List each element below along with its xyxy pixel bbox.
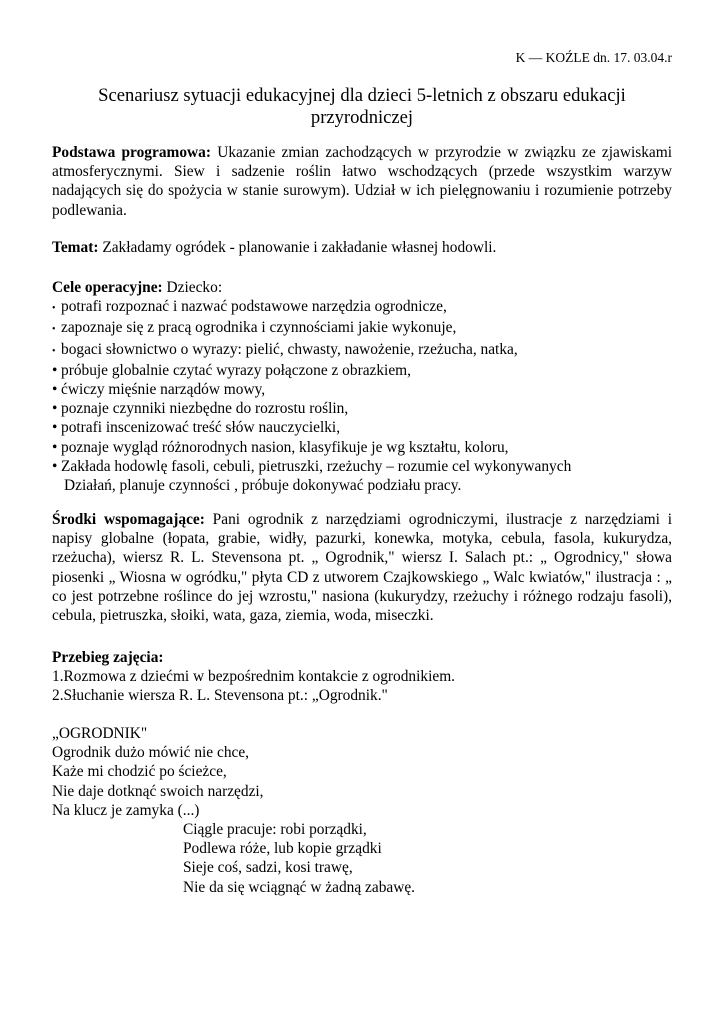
list-item: • ćwiczy mięśnie narządów mowy, <box>52 381 266 399</box>
poem-line: Nie daje dotknąć swoich narzędzi, <box>52 782 264 800</box>
poem-line: Podlewa róże, lub kopie grządki <box>183 840 382 858</box>
cele-section <box>52 278 672 495</box>
bullet-icon: • <box>52 303 56 315</box>
cele-label: Cele operacyjne: <box>52 279 163 296</box>
podstawa-section <box>52 143 672 220</box>
poem-line: Ciągle pracuje: robi porządki, <box>183 821 367 839</box>
bullet-icon: • <box>52 345 56 357</box>
przebieg-step: 2.Słuchanie wiersza R. L. Stevensona pt.: „Ogrodnik." <box>52 687 388 705</box>
list-item: • bogaci słownictwo o wyrazy: pielić, chwasty, nawożenie, rzeżucha, natka, <box>52 340 672 361</box>
poem-line: Każe mi chodzić po ścieżce, <box>52 763 227 781</box>
list-item: • poznaje czynniki niezbędne do rozrostu roślin, <box>52 400 349 418</box>
list-item: • zapoznaje się z pracą ogrodnika i czynnościami jakie wykonuje, <box>52 318 672 339</box>
list-item-continuation: Działań, planuje czynności , próbuje dokonywać podziału pracy. <box>64 477 462 495</box>
poem-title: „OGRODNIK" <box>52 725 148 742</box>
document-title: Scenariusz sytuacji edukacyjnej dla dzieci 5-letnich z obszaru edukacji przyrodniczej <box>98 85 626 128</box>
bullet-icon: • <box>52 381 58 399</box>
poem-line: Na klucz je zamyka (...) <box>52 801 200 819</box>
podstawa-label: Podstawa programowa: <box>52 144 211 161</box>
przebieg-label: Przebieg zajęcia: <box>52 649 164 666</box>
poem-line: Nie da się wciągnąć w żadną zabawę. <box>183 878 416 896</box>
bullet-icon: • <box>52 361 58 379</box>
poem-line: Ogrodnik dużo mówić nie chce, <box>52 744 250 762</box>
temat-section <box>52 238 672 257</box>
cele-heading <box>52 278 672 297</box>
bullet-icon: • <box>52 324 56 336</box>
bullet-icon: • <box>52 438 58 456</box>
list-item: • potrafi rozpoznać i nazwać podstawowe narzędzia ogrodnicze, <box>52 297 672 318</box>
list-item: • poznaje wygląd różnorodnych nasion, klasyfikuje je wg kształtu, koloru, <box>52 438 509 456</box>
srodki-text: Pani ogrodnik z narzędziami ogrodniczymi, ilustracje z narzędziami i napisy globalne (łopata, grabie, widły, pazurki, konewka, motyka, cebula, fasola, kukurydza, rzeżucha), wiersz R. L. Stevensona pt. „ Ogrodnik," wiersz I. Salach pt.: „ Ogrodnicy," słowa piosenki „ Wiosna w ogródku," płyta CD z utworem Czajkowskiego „ Walc kwiatów," ilustracja : „ co jest potrzebne roślince do jej wzrostu," nasiona (kukurydzy, rzeżuchy i różnego rodzaju fasoli), cebula, pietruszka, słoiki, wata, gaza, ziemia, woda, miseczki. <box>52 511 672 625</box>
srodki-section <box>52 510 672 625</box>
bullet-icon: • <box>52 457 58 475</box>
przebieg-section <box>52 648 672 706</box>
cele-intro: Dziecko: <box>166 279 223 296</box>
temat-label: Temat: <box>52 239 99 256</box>
poem-line: Sieje coś, sadzi, kosi trawę, <box>183 859 353 877</box>
list-item: • potrafi inscenizować treść słów nauczycielki, <box>52 419 341 437</box>
bullet-icon: • <box>52 400 58 418</box>
document-header: K — KOŹLE dn. 17. 03.04.r <box>515 50 672 65</box>
bullet-icon: • <box>52 419 58 437</box>
list-item: • Zakłada hodowlę fasoli, cebuli, pietruszki, rzeżuchy – rozumie cel wykonywanych <box>52 457 572 475</box>
srodki-label: Środki wspomagające: <box>52 511 205 528</box>
list-item: • próbuje globalnie czytać wyrazy połączone z obrazkiem, <box>52 361 411 379</box>
podstawa-text: Ukazanie zmian zachodzących w przyrodzie w związku ze zjawiskami atmosferycznymi. Siew i sadzenie roślin łatwo wschodzących (przede wszystkim warzyw nadających się do spożycia w stanie surowym). Udział w ich pielęgnowaniu i rozumienie potrzeby podlewania. <box>52 144 672 219</box>
temat-text: Zakładamy ogródek - planowanie i zakładanie własnej hodowli. <box>102 239 497 256</box>
poem <box>52 724 672 897</box>
przebieg-step: 1.Rozmowa z dziećmi w bezpośrednim kontakcie z ogrodnikiem. <box>52 668 456 686</box>
